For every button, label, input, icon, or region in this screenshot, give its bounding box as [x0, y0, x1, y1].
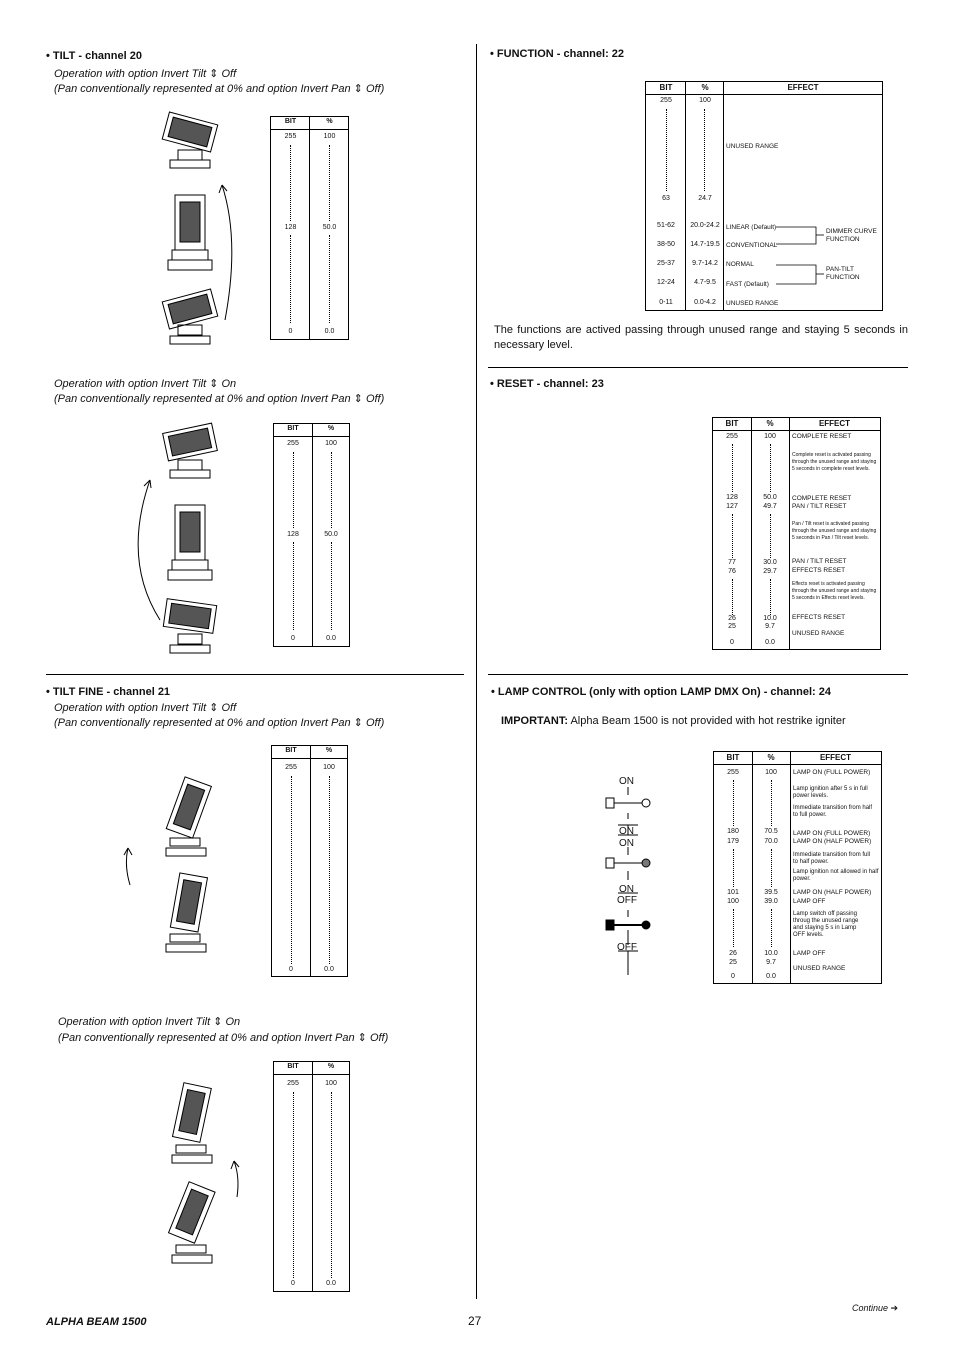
updown-icon: ⇕	[353, 393, 363, 405]
updown-icon: ⇕	[353, 717, 363, 729]
tilt-fine-table-1: BIT % 255 100 0 0.0	[271, 745, 348, 977]
lamp-label-on: ON	[619, 838, 634, 849]
lamp-label-on: ON	[619, 884, 634, 895]
moving-head-tilt-fine-on-figure	[150, 1075, 260, 1270]
reset-table: BIT % EFFECT 255 100 128 50.0 127 49.7 77 30.0 76 29.7 26 10.0 25 9.7 0 0.0 COMPLETE RESET Complete reset is activated passing through the unused range and staying 5 seconds in complete reset levels. COMPLETE RESET PAN / TILT RESET Pan / Tilt reset is activated passing through the unused range and staying 5 seconds in Pan / Tilt reset levels. PAN / TILT RESET EFFECTS RESET Effects reset is activated passing through the unused range and staying 5 seconds in Effects reset levels. EFFECTS RESET UNUSED RANGE	[712, 417, 881, 650]
tilt-table-2: BIT % 255 100 128 50.0 0 0.0	[273, 423, 350, 647]
section-divider	[488, 367, 908, 368]
section-divider	[46, 674, 464, 675]
function-heading: • FUNCTION - channel: 22	[490, 48, 625, 60]
moving-head-tilt-off-figure	[140, 110, 250, 355]
moving-head-tilt-fine-off-figure	[120, 770, 230, 960]
page-number: 27	[468, 1314, 482, 1328]
tilt-fine-op1-line2: (Pan conventionally represented at 0% and option Invert Pan ⇕ Off)	[54, 717, 385, 729]
tilt-fine-op1-line1: Operation with option Invert Tilt ⇕ Off	[54, 702, 237, 714]
lamp-label-off: OFF	[617, 895, 637, 906]
tilt-heading: • TILT - channel 20	[46, 50, 142, 62]
function-table: BIT % EFFECT 255 100 UNUSED RANGE 63 24.7 51-62 20.0-24.2 LINEAR (Default) 38-50 14.7-19.5 CONVENTIONAL 25-37 9.7-14.2 NORMAL 12-24 4.7-9.5 FAST (Default) 0-11 0.0-4.2 UNUSED RANGE DIMMER CURVE FUNCTION PAN-TILT FUNCTION	[645, 81, 883, 311]
tilt-fine-heading: • TILT FINE - channel 21	[46, 686, 171, 698]
reset-heading: • RESET - channel: 23	[490, 378, 604, 390]
updown-icon: ⇕	[209, 702, 219, 714]
tilt-fine-op2-line2: (Pan conventionally represented at 0% and option Invert Pan ⇕ Off)	[58, 1032, 389, 1044]
tilt-op2-line1: Operation with option Invert Tilt ⇕ On	[54, 378, 237, 390]
tilt-op2-line2: (Pan conventionally represented at 0% and option Invert Pan ⇕ Off)	[54, 393, 385, 405]
lamp-heading: • LAMP CONTROL (only with option LAMP DMX On) - channel: 24	[491, 686, 831, 698]
updown-icon: ⇕	[209, 68, 219, 80]
lamp-label-off: OFF	[617, 942, 637, 953]
continue-link[interactable]: Continue ➔	[852, 1303, 899, 1313]
tilt-fine-table-2: BIT % 255 100 0 0.0	[273, 1061, 350, 1292]
function-note: The functions are actived passing through unused range and staying 5 seconds in necessary level.	[494, 324, 908, 351]
tilt-op1-line1: Operation with option Invert Tilt ⇕ Off	[54, 68, 237, 80]
updown-icon: ⇕	[353, 83, 363, 95]
updown-icon: ⇕	[357, 1032, 367, 1044]
tilt-op1-line2: (Pan conventionally represented at 0% and option Invert Pan ⇕ Off)	[54, 83, 385, 95]
updown-icon: ⇕	[213, 1016, 223, 1028]
lamp-label-on: ON	[619, 826, 634, 837]
tilt-table-1: BIT % 255 100 128 50.0 0 0.0	[270, 116, 349, 340]
section-divider	[488, 674, 908, 675]
updown-icon: ⇕	[209, 378, 219, 390]
lamp-table: BIT % EFFECT 255 100 180 70.5 179 70.0 101 39.5 100 39.0 26 10.0 25 9.7 0 0.0 LAMP ON (FULL POWER) Lamp ignition after 5 s in full power levels. Immediate transition from half to full power. LAMP ON (FULL POWER) LAMP ON (HALF POWER) Immediate transition from full to half power. Lamp ignition not allowed in half power. LAMP ON (HALF POWER) LAMP OFF Lamp switch off passing throug the unused range and staying 5 s in Lamp OFF levels. LAMP OFF UNUSED RANGE	[713, 751, 882, 984]
tilt-fine-op2-line1: Operation with option Invert Tilt ⇕ On	[58, 1016, 241, 1028]
lamp-label-on: ON	[619, 776, 634, 787]
moving-head-tilt-on-figure	[120, 420, 240, 665]
footer-brand: ALPHA BEAM 1500	[46, 1316, 147, 1328]
lamp-important: IMPORTANT: Alpha Beam 1500 is not provided with hot restrike igniter	[501, 715, 846, 727]
column-divider	[476, 44, 477, 1299]
lamp-switch-diagram	[600, 785, 660, 980]
